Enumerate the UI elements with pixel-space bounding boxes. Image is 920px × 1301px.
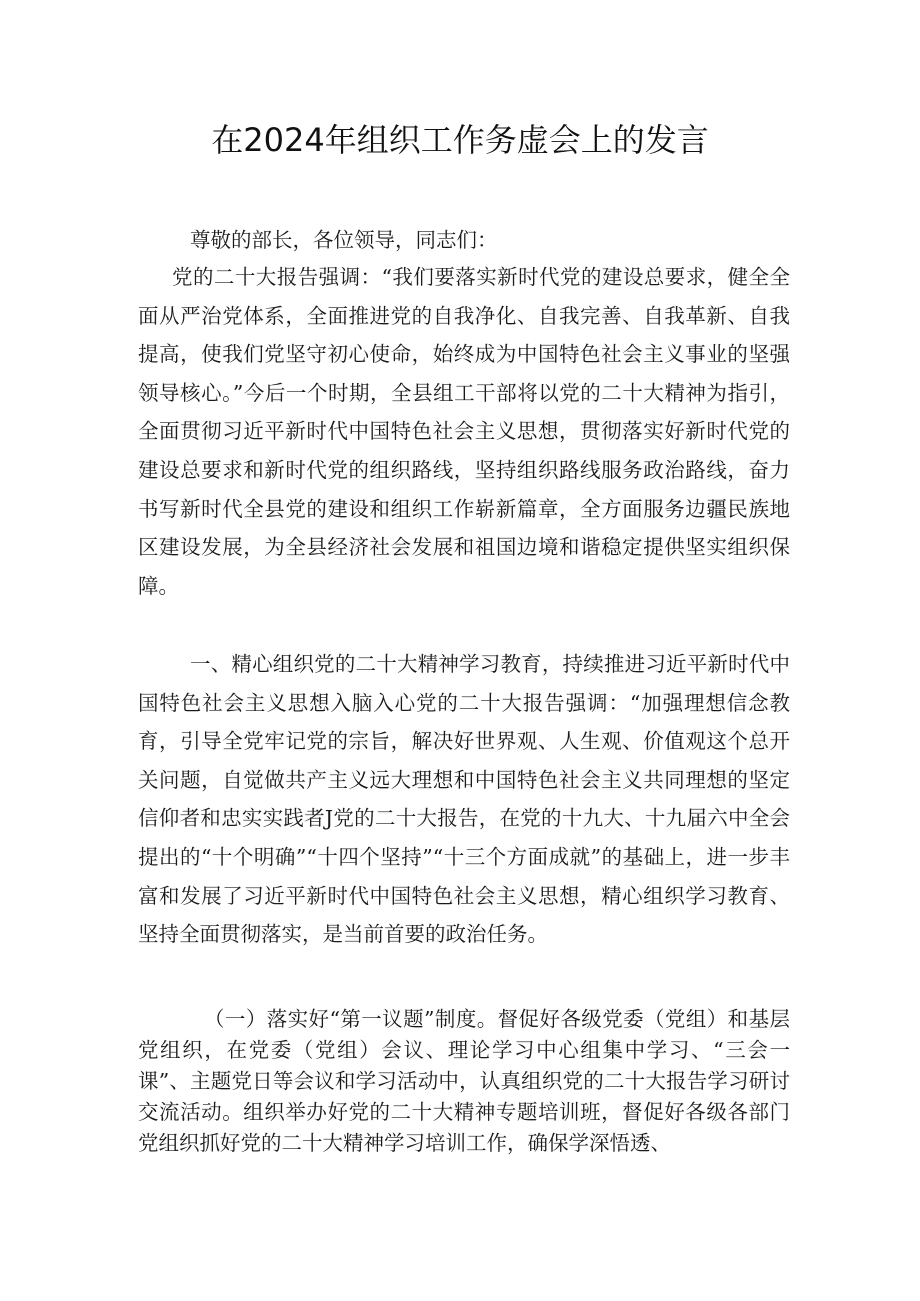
paragraph-subsection-one: （一）落实好“第一议题”制度。督促好各级党委（党组）和基层党组织，在党委（党组）会议、理论学习中心组集中学习、“三会一课”、主题党日等会议和学习活动中，认真组织党的二十大报告学习研讨交流活动。组织举办好党的二十大精神专题培训班，督促好各级各部门党组织抓好党的二十大精神学习培训工作，确保学深悟透、 (138, 1007, 790, 1155)
paragraph-section-one: 一、精心组织党的二十大精神学习教育，持续推进习近平新时代中国特色社会主义思想入脑入心党的二十大报告强调：“加强理想信念教育，引导全党牢记党的宗旨，解决好世界观、人生观、价值观这个总开关问题，自觉做共产主义远大理想和中国特色社会主义共同理想的坚定信仰者和忠实实践者J党的二十大报告，在党的十九大、十九届六中全会提出的“十个明确”“十四个坚持”“十三个方面成就”的基础上，进一步丰富和发展了习近平新时代中国特色社会主义思想，精心组织学习教育、坚持全面贯彻落实，是当前首要的政治任务。 (138, 652, 790, 947)
paragraph-intro: 党的二十大报告强调：“我们要落实新时代党的建设总要求，健全全面从严治党体系，全面推进党的自我净化、自我完善、自我革新、自我提高，使我们党坚守初心使命，始终成为中国特色社会主义事业的坚强领导核心。”今后一个时期，全县组工干部将以党的二十大精神为指引，全面贯彻习近平新时代中国特色社会主义思想，贯彻落实好新时代党的建设总要求和新时代党的组织路线，坚持组织路线服务政治路线，奋力书写新时代全县党的建设和组织工作崭新篇章，全方面服务边疆民族地区建设发展，为全县经济社会发展和祖国边境和谐稳定提供坚实组织保障。 (138, 265, 790, 598)
document-title: 在2024年组织工作务虚会上的发言 (211, 121, 709, 159)
salutation: 尊敬的部长，各位领导，同志们： (190, 228, 498, 252)
